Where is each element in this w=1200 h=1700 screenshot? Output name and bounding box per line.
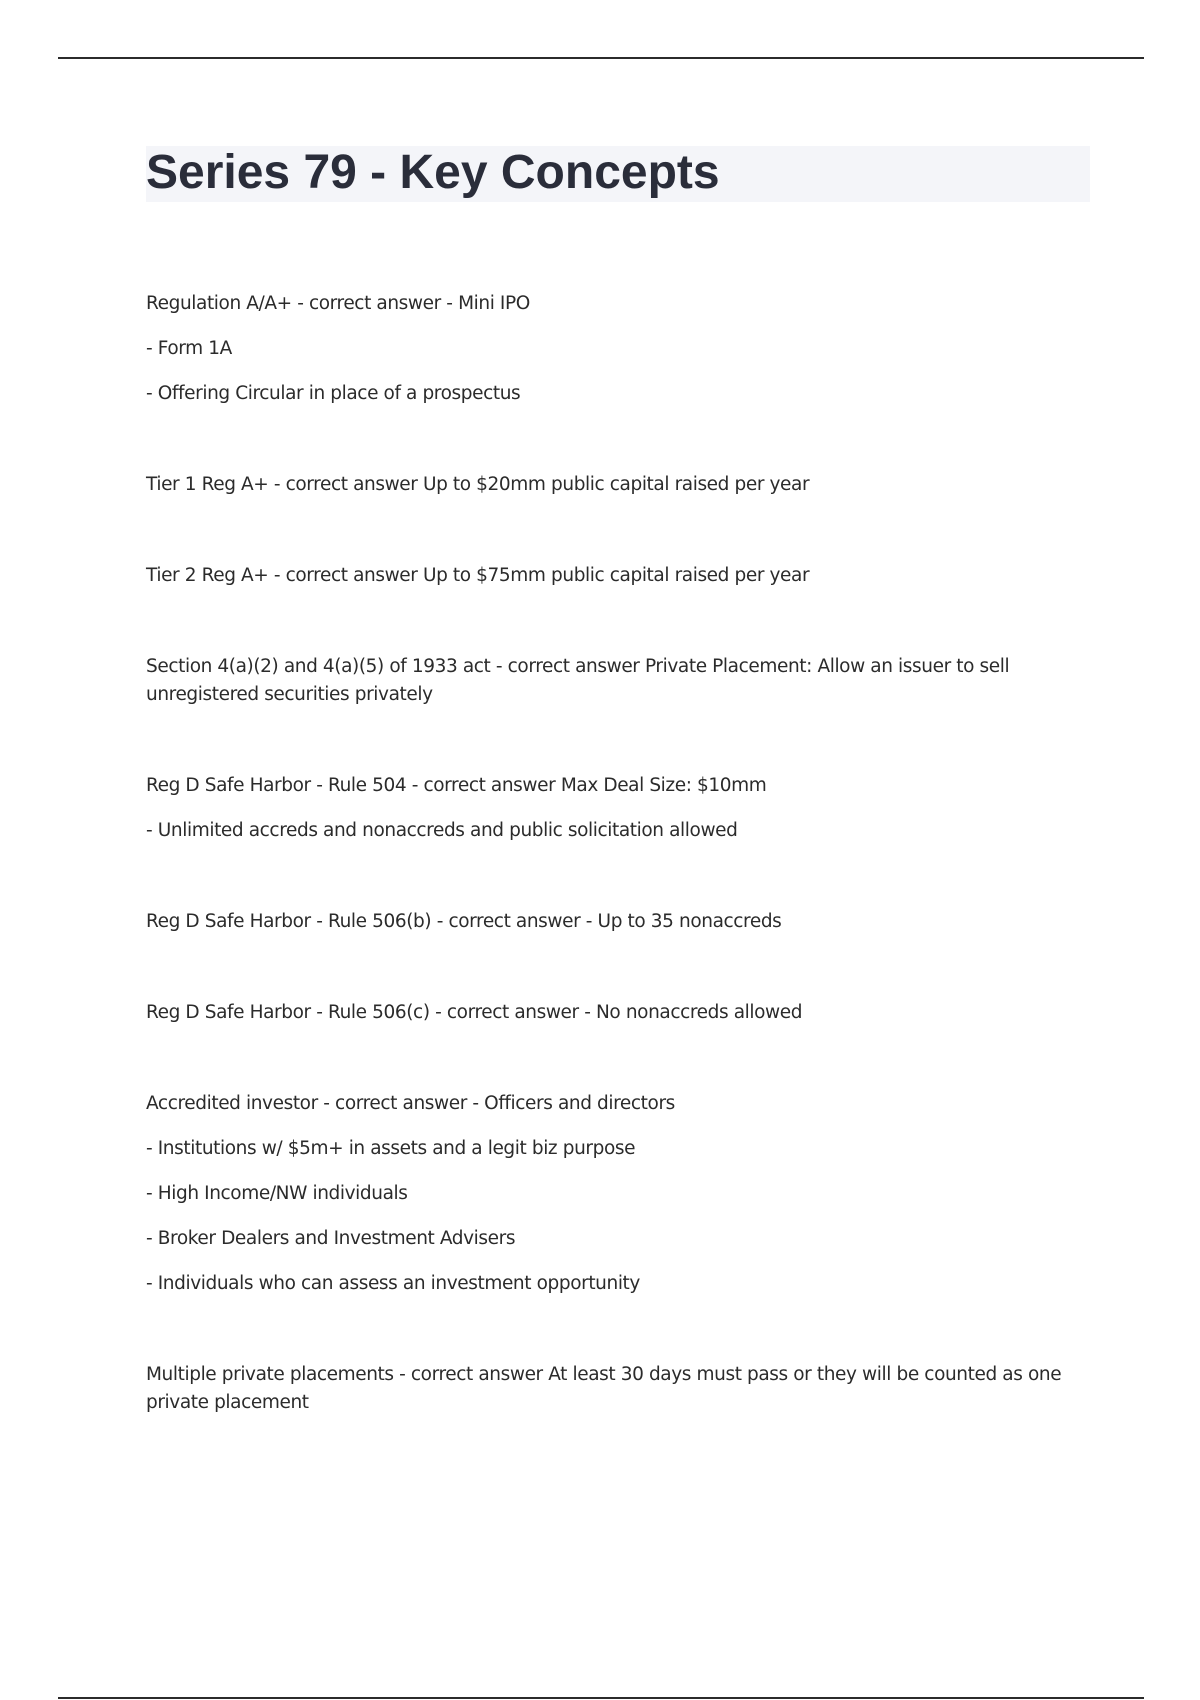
flashcard-multiple-placements (146, 1361, 1090, 1417)
top-rule (58, 57, 1144, 59)
card-line: Tier 2 Reg A+ - correct answer Up to $75mm public capital raised per year (146, 565, 810, 586)
flashcard-tier-1 (146, 471, 1090, 499)
flashcard-accredited-investor (146, 1090, 1090, 1298)
card-line: Reg D Safe Harbor - Rule 506(c) - correct answer - No nonaccreds allowed (146, 1002, 803, 1023)
flashcard-rule-506b (146, 908, 1090, 936)
flashcard-section-4a (146, 653, 1090, 709)
flashcard-rule-506c (146, 999, 1090, 1027)
card-line: Reg D Safe Harbor - Rule 506(b) - correct answer - Up to 35 nonaccreds (146, 911, 782, 932)
flashcard-tier-2 (146, 562, 1090, 590)
card-line: Section 4(a)(2) and 4(a)(5) of 1933 act - correct answer Private Placement: Allow an issuer to sell unregistered securities privately (146, 656, 1010, 705)
card-line: - Broker Dealers and Investment Advisers (146, 1228, 516, 1249)
card-line: - High Income/NW individuals (146, 1183, 408, 1204)
card-line: Regulation A/A+ - correct answer - Mini IPO (146, 293, 530, 314)
card-line: Multiple private placements - correct answer At least 30 days must pass or they will be counted as one private placement (146, 1364, 1062, 1413)
card-line: Tier 1 Reg A+ - correct answer Up to $20mm public capital raised per year (146, 474, 810, 495)
card-line: - Individuals who can assess an investment opportunity (146, 1273, 640, 1294)
card-line: - Unlimited accreds and nonaccreds and public solicitation allowed (146, 820, 738, 841)
card-line: - Offering Circular in place of a prospectus (146, 383, 521, 404)
card-line: - Institutions w/ $5m+ in assets and a legit biz purpose (146, 1138, 636, 1159)
bottom-rule (58, 1697, 1144, 1699)
card-line: - Form 1A (146, 338, 232, 359)
flashcard-rule-504 (146, 772, 1090, 845)
page-title: Series 79 - Key Concepts (146, 146, 720, 199)
card-line: Accredited investor - correct answer - Officers and directors (146, 1093, 675, 1114)
flashcard-list (146, 290, 1090, 1480)
card-line: Reg D Safe Harbor - Rule 504 - correct answer Max Deal Size: $10mm (146, 775, 767, 796)
flashcard-regulation-a (146, 290, 1090, 408)
